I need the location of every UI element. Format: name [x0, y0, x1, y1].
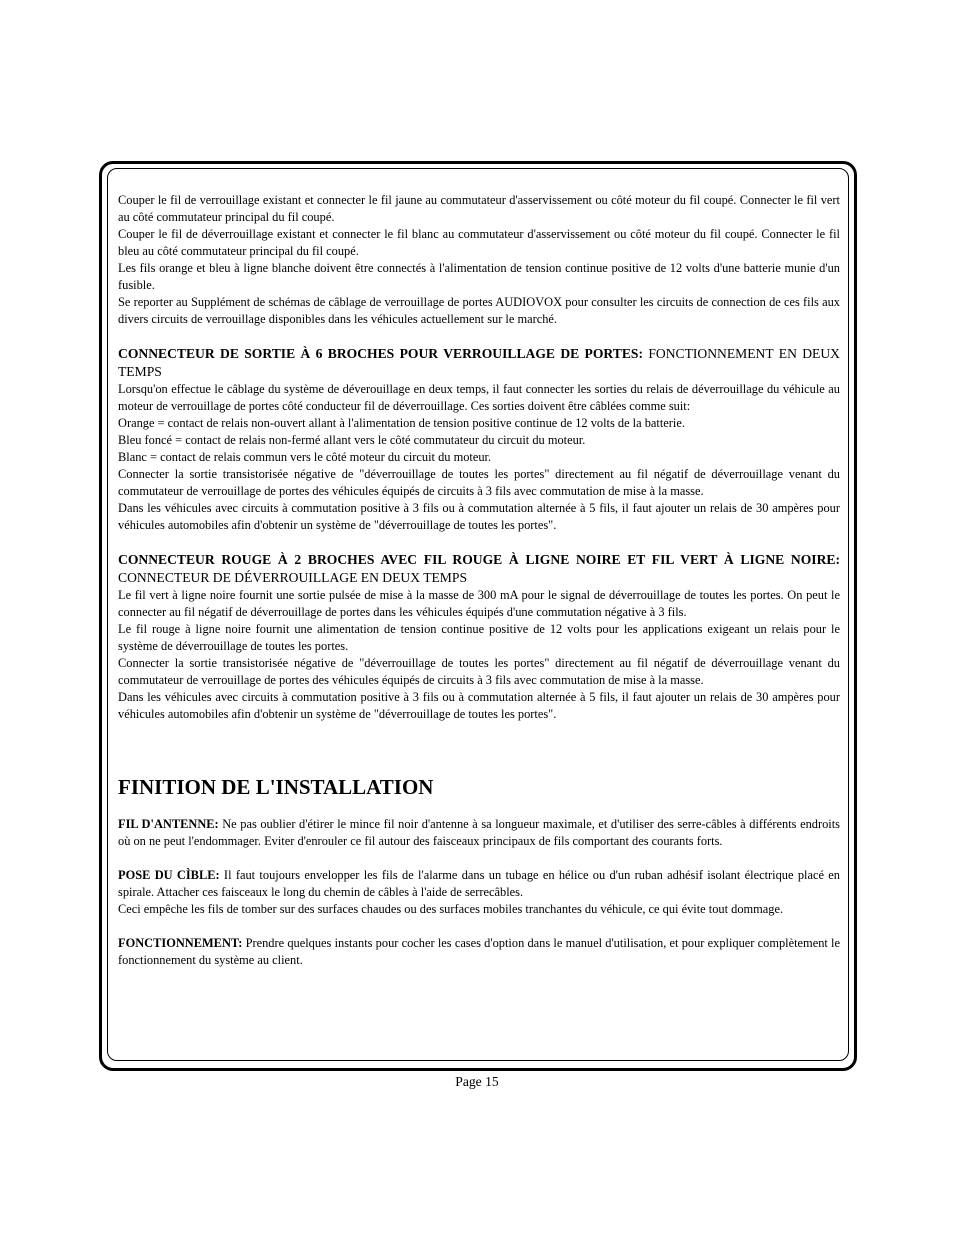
section2-paragraph-3: Connecter la sortie transistorisée négative de "déverrouillage de toutes les portes" directement au fil négatif de déverrouillage venant du commutateur de verrouillage de portes des véhicules équipés de circuits à 3 fils avec commutation de mise à la masse. — [118, 656, 840, 687]
intro-paragraph-3: Les fils orange et bleu à ligne blanche doivent être connectés à l'alimentation de tension continue positive de 12 volts d'une batterie munie d'un fusible. — [118, 261, 840, 292]
section2-paragraph-2: Le fil rouge à ligne noire fournit une alimentation de tension continue positive de 12 volts pour les applications exigeant un relais pour le système de déverrouillage de toutes les portes. — [118, 622, 840, 653]
operation-paragraph — [118, 935, 840, 969]
intro-paragraph-1: Couper le fil de verrouillage existant et connecter le fil jaune au commutateur d'asservissement ou côté moteur du fil coupé. Connecter le fil vert au côté commutateur principal du fil coupé. — [118, 193, 840, 224]
finition-title: FINITION DE L'INSTALLATION — [118, 775, 434, 799]
section1-paragraph-3: Bleu foncé = contact de relais non-fermé allant vers le côté commutateur du circuit du moteur. — [118, 433, 586, 447]
section-heading-red-2-pin-connector — [118, 551, 840, 587]
section1-paragraph-5: Connecter la sortie transistorisée négative de "déverrouillage de toutes les portes" directement au fil négatif de déverrouillage venant du commutateur de verrouillage de portes des véhicules équipés de circuits à 3 fils avec commutation de mise à la masse. — [118, 467, 840, 498]
section1-paragraph-2: Orange = contact de relais non-ouvert allant à l'alimentation de tension positive continue de 12 volts de la batterie. — [118, 416, 685, 430]
intro-paragraph-2: Couper le fil de déverrouillage existant et connecter le fil blanc au commutateur d'asservissement ou côté moteur du fil coupé. Connecter le fil bleu au côté commutateur principal du fil coupé. — [118, 227, 840, 258]
section2-paragraph-1: Le fil vert à ligne noire fournit une sortie pulsée de mise à la masse de 300 mA pour le signal de déverrouillage de toutes les portes. On peut le connecter au fil négatif de déverrouillage de portes dans les véhicules équipés d'une commutation négative à 3 fils. — [118, 588, 840, 619]
section-heading-rest: FONCTIONNEMENT EN DEUX TEMPS — [118, 346, 840, 379]
cable-paragraph — [118, 867, 840, 901]
page-number: Page 15 — [455, 1074, 499, 1089]
section2-paragraph-4: Dans les véhicules avec circuits à commutation positive à 3 fils ou à commutation alternée à 5 fils, il faut ajouter un relais de 30 ampères pour véhicules automobiles afin d'obtenir un système de "déverrouillage de toutes les portes". — [118, 690, 840, 721]
cable-paragraph-2: Ceci empêche les fils de tomber sur des surfaces chaudes ou des surfaces mobiles tranchantes du véhicule, ce qui évite tout dommage. — [118, 902, 784, 916]
page-content — [118, 192, 840, 969]
section-heading-6-pin-connector — [118, 345, 840, 381]
antenna-paragraph — [118, 816, 840, 850]
section1-paragraph-4: Blanc = contact de relais commun vers le côté moteur du circuit du moteur. — [118, 450, 492, 464]
section1-paragraph-6: Dans les véhicules avec circuits à commutation positive à 3 fils ou à commutation alternée à 5 fils, il faut ajouter un relais de 30 ampères pour véhicules automobiles afin d'obtenir un système de "déverrouillage de toutes les portes". — [118, 501, 840, 532]
cable-label: POSE DU CÌBLE: — [118, 868, 220, 882]
antenna-text: Ne pas oublier d'étirer le mince fil noir d'antenne à sa longueur maximale, et d'utiliser des serre-câbles à différents endroits où on ne peut l'endommager. Eviter d'enrouler ce fil autour des faisceaux principaux de fils comportant des courants forts. — [118, 817, 840, 848]
operation-label: FONCTIONNEMENT: — [118, 936, 243, 950]
operation-text: Prendre quelques instants pour cocher les cases d'option dans le manuel d'utilisation, et pour expliquer complètement le fonctionnement du système au client. — [118, 936, 840, 967]
antenna-label: FIL D'ANTENNE: — [118, 817, 219, 831]
section-heading-rest: CONNECTEUR DE DÉVERROUILLAGE EN DEUX TEMPS — [118, 570, 468, 585]
cable-text: Il faut toujours envelopper les fils de l'alarme dans un tubage en hélice ou d'un ruban adhésif isolant électrique placé en spirale. Attacher ces faisceaux le long du chemin de câbles à l'aide de serrecâbles. — [118, 868, 840, 899]
section-heading-bold: CONNECTEUR ROUGE À 2 BROCHES AVEC FIL ROUGE À LIGNE NOIRE ET FIL VERT À LIGNE NOIRE: — [118, 552, 840, 567]
intro-paragraph-4: Se reporter au Supplément de schémas de câblage de verrouillage de portes AUDIOVOX pour consulter les circuits de connection de ces fils aux divers circuits de verrouillage disponibles dans les véhicules actuellement sur le marché. — [118, 295, 840, 326]
section-heading-bold: CONNECTEUR DE SORTIE À 6 BROCHES POUR VERROUILLAGE DE PORTES: — [118, 346, 643, 361]
section1-paragraph-1: Lorsqu'on effectue le câblage du système de déverouillage en deux temps, il faut connecter les sorties du relais de déverrouillage du véhicule au moteur de verrouillage de portes côté conducteur fil de déverrouillage. Ces sorties doivent être câblées comme suit: — [118, 382, 840, 413]
